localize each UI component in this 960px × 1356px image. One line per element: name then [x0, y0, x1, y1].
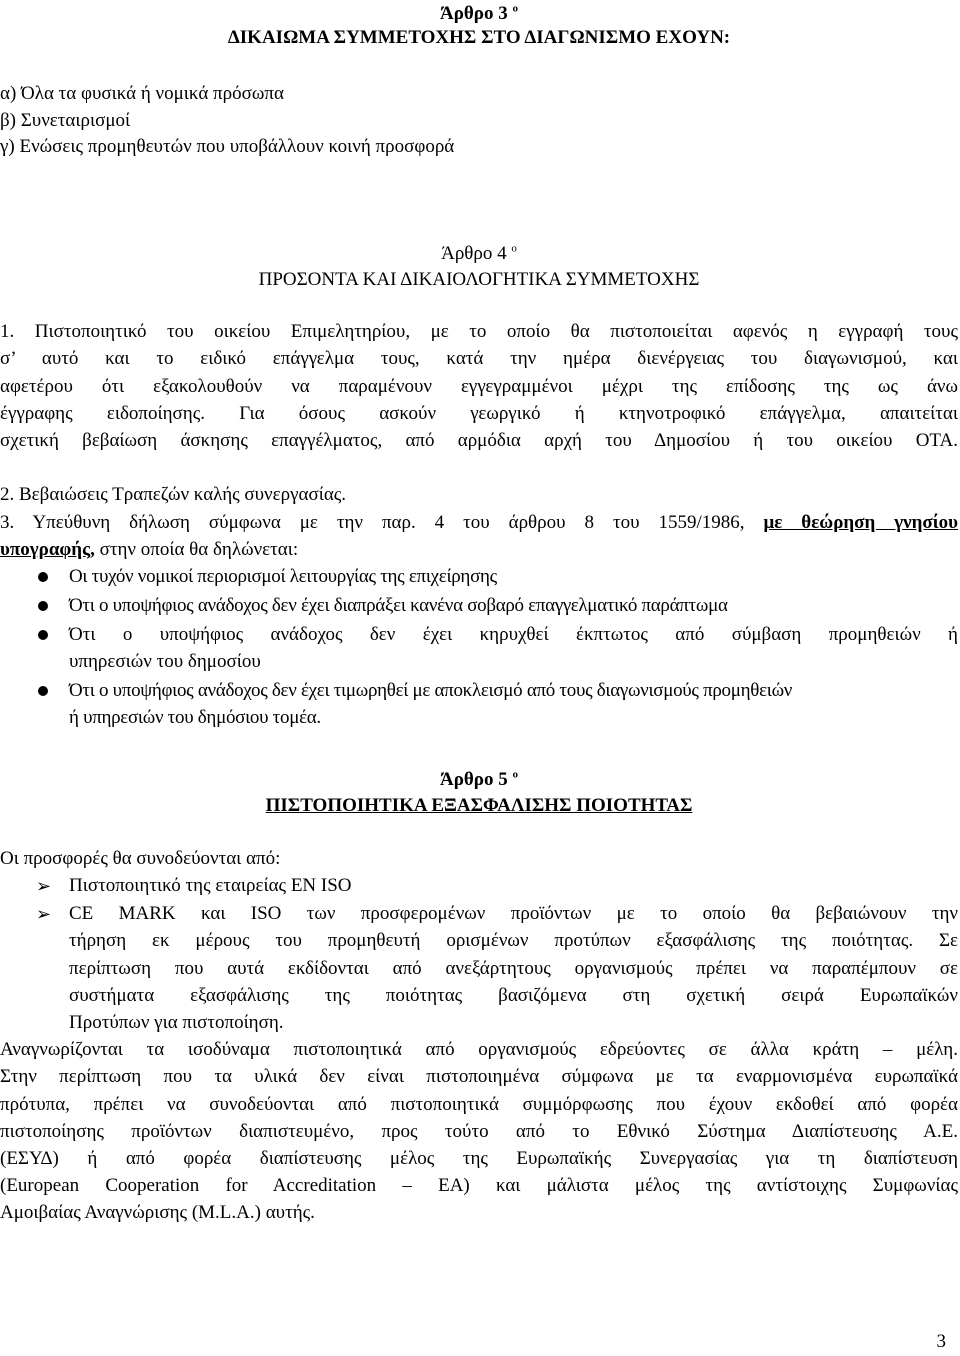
article-5-para-2-line-5: (European Cooperation for Accreditation – EA) και μάλιστα μέλος της αντίστοιχης Συμφωνίας — [0, 1175, 958, 1196]
arrow-bullet-icon: ➢ — [36, 904, 52, 925]
article-5-para-2-line-2: πρότυπα, πρέπει να συνοδεύονται από πιστοποιητικά συμμόρφωσης που έχουν εκδοθεί από φορέα — [0, 1094, 958, 1115]
bullet-item-3-line-1: Ότι ο υποψήφιος ανάδοχος δεν έχει κηρυχθεί έκπτωτος από σύμβαση προμηθειών ή — [69, 624, 958, 645]
bullet-item-3-line-2: υπηρεσιών του δημοσίου — [69, 651, 261, 672]
article-3-heading: ΔΙΚΑΙΩΜΑ ΣΥΜΜΕΤΟΧΗΣ ΣΤΟ ΔΙΑΓΩΝΙΣΜΟ ΕΧΟΥΝ: — [227, 27, 731, 48]
bullet-icon — [38, 601, 48, 611]
article-4-point-2: 2. Βεβαιώσεις Τραπεζών καλής συνεργασίας. — [0, 484, 347, 505]
article-4-point-1-line-3: αφετέρου ότι εξακολουθούν να παραμένουν εγγεγραμμένοι μέχρι της επίδοσης της ως άνω — [0, 376, 958, 397]
article-4-point-1-line-1: 1. Πιστοποιητικό του οικείου Επιμελητηρίου, με το οποίο θα πιστοποιείται αφενός η εγγραφή τους — [0, 321, 958, 342]
article-5-para-2-line-1: Στην περίπτωση που τα υλικά δεν είναι πιστοποιημένα σύμφωνα με τα εναρμονισμένα ευρωπαϊκά — [0, 1066, 958, 1087]
arrow-bullet-icon: ➢ — [36, 876, 52, 897]
bullet-item-4-line-1: Ότι ο υποψήφιος ανάδοχος δεν έχει τιμωρηθεί με αποκλεισμό από τους διαγωνισμούς προμηθειών — [69, 680, 793, 701]
bullet-item-2: Ότι ο υποψήφιος ανάδοχος δεν έχει διαπράξει κανένα σοβαρό επαγγελματικό παράπτωμα — [69, 595, 728, 616]
article-3-item-c: γ) Ενώσεις προμηθευτών που υποβάλλουν κοινή προσφορά — [0, 136, 455, 157]
arrow-item-1: Πιστοποιητικό της εταιρείας EN ISO — [69, 875, 352, 896]
article-4-point-3-line-1: 3. Υπεύθυνη δήλωση σύμφωνα με την παρ. 4 του άρθρου 8 του 1559/1986, με θεώρηση γνησίου — [0, 512, 958, 533]
arrow-item-2-line-2: τήρηση εκ μέρους του προμηθευτή ορισμένων προτύπων εξασφάλισης της ποιότητας. Σε — [69, 930, 958, 951]
article-5-title: Άρθρο 5 $^o$ — [440, 768, 518, 790]
article-3-item-b: β) Συνεταιρισμοί — [0, 110, 131, 131]
arrow-item-2-line-3: περίπτωση που αυτά εκδίδονται από ανεξάρτητους οργανισμούς πρέπει να παραπέμπουν σε — [69, 958, 958, 979]
bullet-icon — [38, 630, 48, 640]
article-4-heading: ΠΡΟΣΟΝΤΑ ΚΑΙ ΔΙΚΑΙΟΛΟΓΗΤΙΚΑ ΣΥΜΜΕΤΟΧΗΣ — [258, 269, 700, 290]
article-4-title: Άρθρο 4 $^o$ — [441, 242, 517, 264]
page-number: 3 — [936, 1331, 946, 1352]
article-5-para-2-line-4: (ΕΣΥΔ) ή από φορέα διαπίστευσης μέλος της Ευρωπαϊκής Συνεργασίας για τη διαπίστευση — [0, 1148, 958, 1169]
bullet-icon — [38, 572, 48, 582]
arrow-item-2-line-1: CE MARK και ISO των προσφερομένων προϊόντων με το οποίο θα βεβαιώνουν την — [69, 903, 958, 924]
article-3-item-a: α) Όλα τα φυσικά ή νομικά πρόσωπα — [0, 83, 284, 104]
article-4-point-1-line-5: σχετική βεβαίωση άσκησης επαγγέλματος, από αρμόδια αρχή του Δημοσίου ή του οικείου ΟΤΑ. — [0, 430, 958, 451]
arrow-item-2-line-4: συστήματα εξασφάλισης της ποιότητας βασιζόμενα στη σχετική σειρά Ευρωπαϊκών — [69, 985, 958, 1006]
article-3-title: Άρθρο 3 $^o$ — [440, 2, 518, 24]
article-4-point-3-line-2: υπογραφής, στην οποία θα δηλώνεται: — [0, 539, 299, 560]
article-4-point-1-line-4: έγγραφης ειδοποίησης. Για όσους ασκούν γεωργικό ή κτηνοτροφικό επάγγελμα, απαιτείται — [0, 403, 958, 424]
arrow-item-2-line-5: Προτύπων για πιστοποίηση. — [69, 1012, 284, 1033]
article-5-para-2-line-3: πιστοποίησης προϊόντων διαπιστευμένο, προς τούτο από το Εθνικό Σύστημα Διαπίστευσης Α.Ε. — [0, 1121, 958, 1142]
bullet-icon — [38, 686, 48, 696]
article-5-heading: ΠΙΣΤΟΠΟΙΗΤΙΚΑ ΕΞΑΣΦΑΛΙΣΗΣ ΠΟΙΟΤΗΤΑΣ — [265, 795, 693, 816]
bullet-item-1: Οι τυχόν νομικοί περιορισμοί λειτουργίας της επιχείρησης — [69, 566, 497, 587]
article-5-para-1: Αναγνωρίζονται τα ισοδύναμα πιστοποιητικά από οργανισμούς εδρεύοντες σε άλλα κράτη – μέλη. — [0, 1039, 958, 1060]
article-5-intro: Οι προσφορές θα συνοδεύονται από: — [0, 848, 281, 869]
article-4-point-1-line-2: σ’ αυτό και το ειδικό επάγγελμα τους, κατά την ημέρα διενέργειας του διαγωνισμού, και — [0, 348, 958, 369]
bullet-item-4-line-2: ή υπηρεσιών του δημόσιου τομέα. — [69, 707, 321, 728]
article-5-para-2-line-6: Αμοιβαίας Αναγνώρισης (M.L.A.) αυτής. — [0, 1202, 315, 1223]
